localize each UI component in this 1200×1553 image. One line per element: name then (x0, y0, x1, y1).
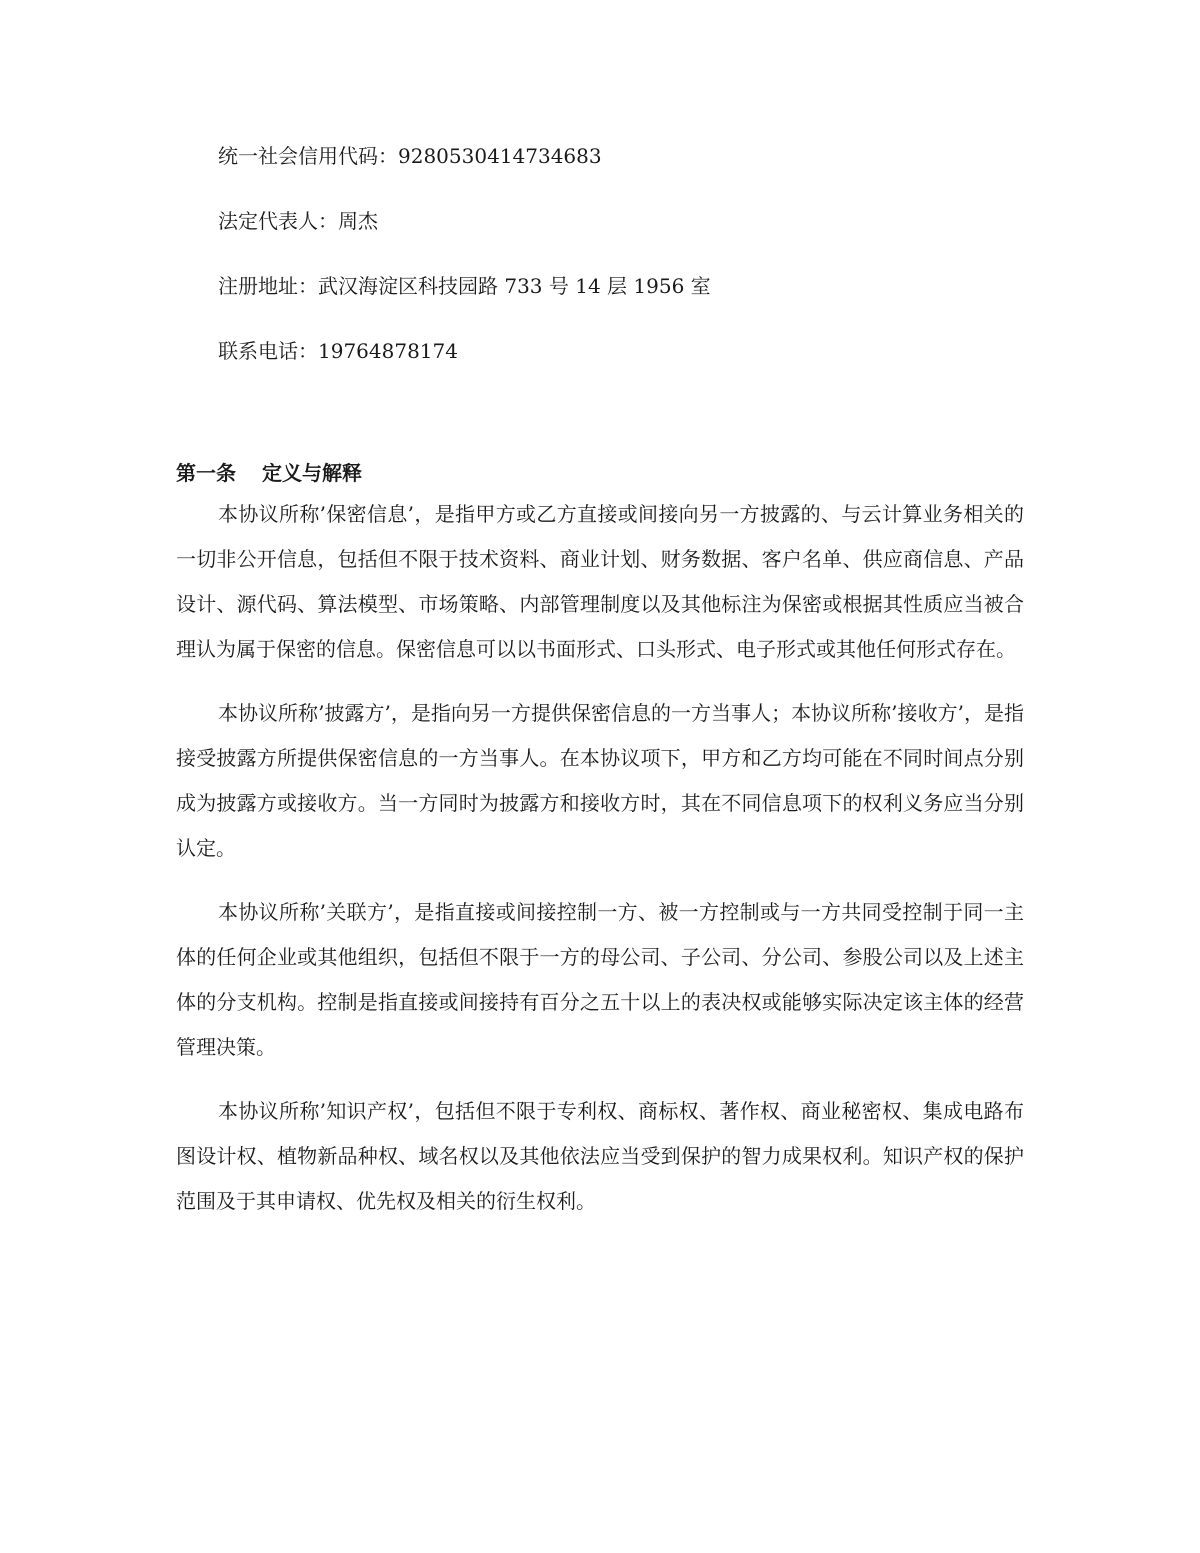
party-info-block (218, 140, 711, 400)
credit-code-line: 统一社会信用代码：9280530414734683 (218, 144, 602, 168)
legal-representative-line: 法定代表人：周杰 (218, 209, 378, 233)
paragraph-disclosing-receiving-party: 本协议所称’披露方’，是指向另一方提供保密信息的一方当事人；本协议所称’接收方’，是指接受披露方所提供保密信息的一方当事人。在本协议项下，甲方和乙方均可能在不同时间点分别成为披露方或接收方。当一方同时为披露方和接收方时，其在不同信息项下的权利义务应当分别认定。 (176, 701, 1024, 860)
paragraph-confidential-information: 本协议所称’保密信息’，是指甲方或乙方直接或间接向另一方披露的、与云计算业务相关的一切非公开信息，包括但不限于技术资料、商业计划、财务数据、客户名单、供应商信息、产品设计、源代码、算法模型、市场策略、内部管理制度以及其他标注为保密或根据其性质应当被合理认为属于保密的信息。保密信息可以以书面形式、口头形式、电子形式或其他任何形式存在。 (176, 502, 1024, 661)
paragraph-intellectual-property: 本协议所称’知识产权’，包括但不限于专利权、商标权、著作权、商业秘密权、集成电路布图设计权、植物新品种权、域名权以及其他依法应当受到保护的智力成果权利。知识产权的保护范围及于其申请权、优先权及相关的衍生权利。 (176, 1099, 1024, 1213)
paragraph-affiliate: 本协议所称’关联方’，是指直接或间接控制一方、被一方控制或与一方共同受控制于同一主体的任何企业或其他组织，包括但不限于一方的母公司、子公司、分公司、参股公司以及上述主体的分支机构。控制是指直接或间接持有百分之五十以上的表决权或能够实际决定该主体的经营管理决策。 (176, 900, 1024, 1059)
article-title: 定义与解释 (262, 461, 362, 485)
article-number: 第一条 (176, 461, 236, 485)
registered-address-line: 注册地址：武汉海淀区科技园路 733 号 14 层 1956 室 (218, 274, 711, 298)
contact-phone-line: 联系电话：19764878174 (218, 339, 458, 363)
article-heading (176, 456, 1024, 490)
article-1 (176, 456, 1024, 1243)
